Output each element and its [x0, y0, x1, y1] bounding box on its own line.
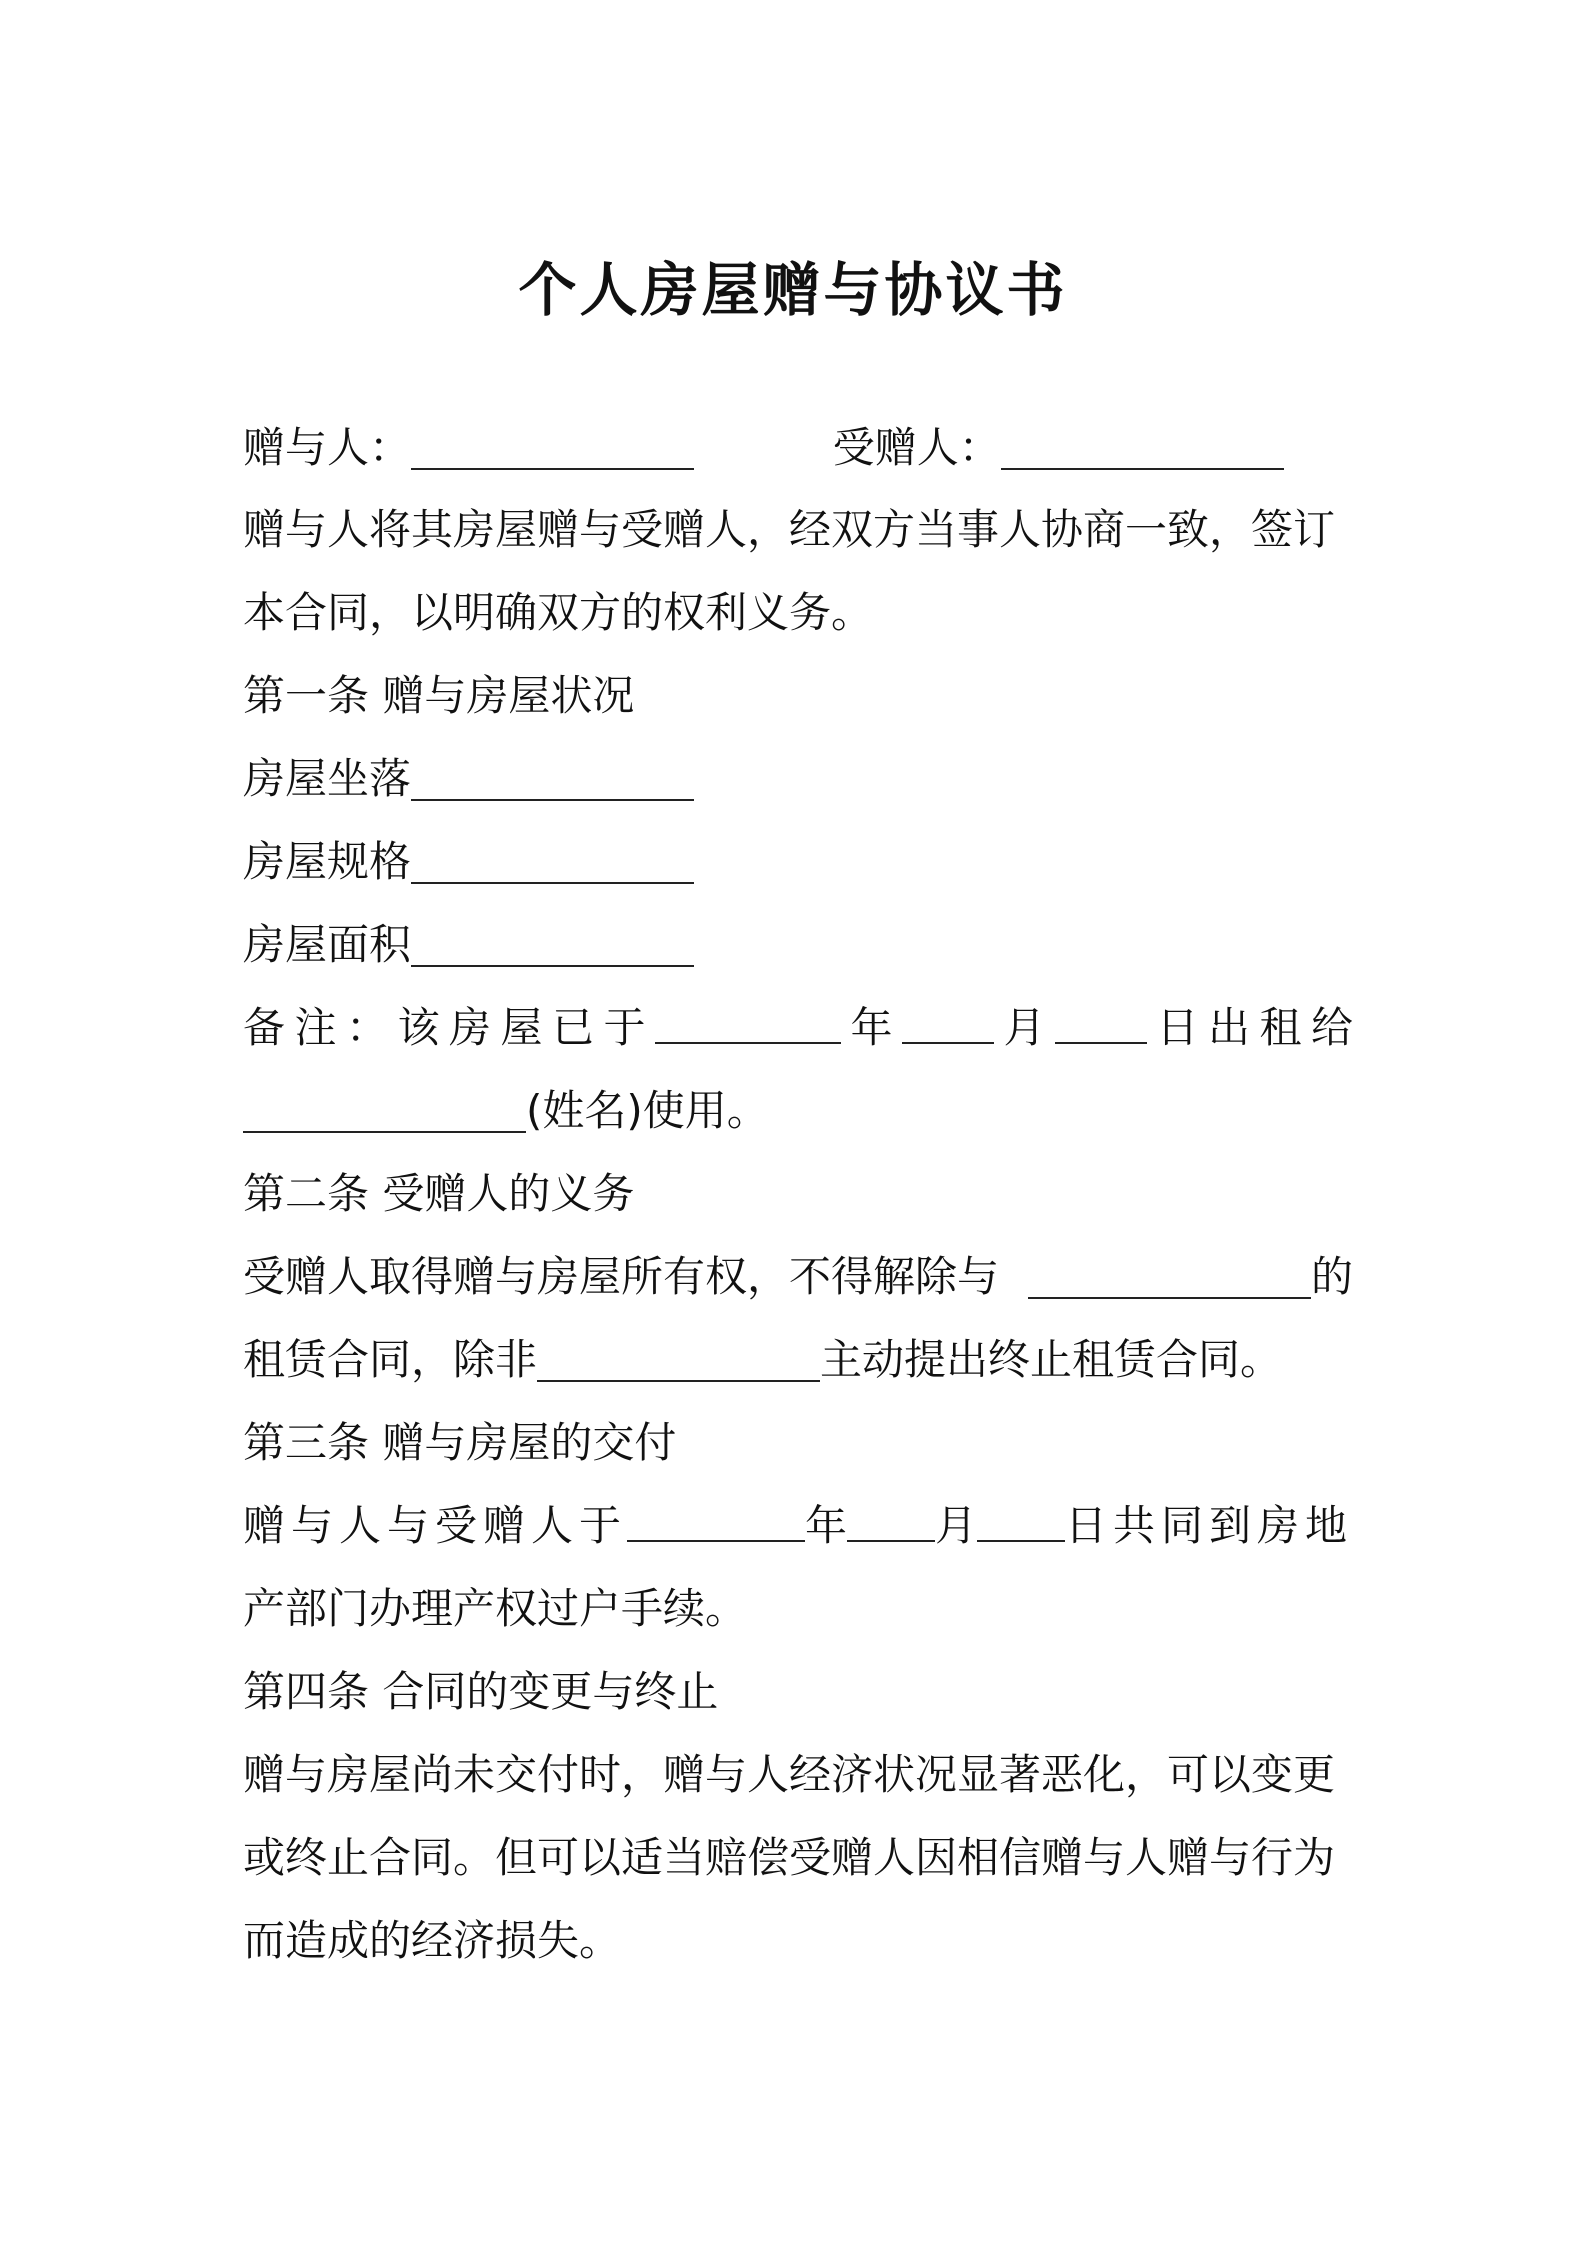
house-area-field [243, 915, 1353, 975]
remark-char: 日 [1156, 1003, 1199, 1052]
article-2-line-1-prefix: 受赠人取得赠与房屋所有权，不得解除与 [243, 1252, 1000, 1301]
transfer-day-blank [977, 1496, 1065, 1542]
article-1-heading: 第一条 赠与房屋状况 [243, 671, 635, 720]
article-2-heading: 第二条 受赠人的义务 [243, 1169, 635, 1218]
donee-field [833, 418, 1284, 478]
terminating-party-blank [537, 1336, 820, 1382]
donor-blank [411, 424, 694, 470]
article-3-heading: 第三条 赠与房屋的交付 [243, 1418, 677, 1467]
transfer-month-label: 月 [934, 1501, 977, 1550]
article-3-line-1-prefix: 赠与人与受赠人于 [243, 1501, 628, 1550]
remark-char: 房 [449, 1003, 492, 1052]
house-area-blank [411, 921, 694, 967]
remark-line-2 [243, 1081, 1353, 1141]
lessee-blank [1028, 1253, 1311, 1299]
transfer-year-label: 年 [804, 1501, 847, 1550]
remark-year-blank [655, 998, 841, 1044]
parties-line [243, 418, 1353, 478]
transfer-month-blank [847, 1496, 935, 1542]
article-3-line-1 [243, 1496, 1353, 1556]
remark-char: 备 [243, 1003, 286, 1052]
article-2-line-2-suffix: 主动提出终止租赁合同。 [820, 1335, 1283, 1384]
house-area-label: 房屋面积 [243, 920, 412, 969]
house-location-blank [411, 755, 694, 801]
remark-char: 注 [294, 1003, 337, 1052]
remark-line-2-suffix: (姓名)使用。 [526, 1086, 769, 1135]
article-2-line-2-prefix: 租赁合同，除非 [243, 1335, 538, 1384]
donee-label: 受赠人： [832, 423, 1001, 472]
remark-char: 屋 [500, 1003, 543, 1052]
remark-char: 于 [603, 1003, 646, 1052]
remark-char: 租 [1259, 1003, 1302, 1052]
article-3-line-1-suffix: 日共同到房地 [1064, 1501, 1353, 1550]
remark-year-label: 年 [850, 1003, 893, 1052]
remark-month-label: 月 [1003, 1003, 1046, 1052]
remark-char: ： [346, 1003, 389, 1052]
article-4-line-2: 或终止合同。但可以适当赔偿受赠人因相信赠与人赠与行为 [243, 1833, 1336, 1882]
article-3-line-2: 产部门办理产权过户手续。 [243, 1584, 748, 1633]
remark-char: 该 [397, 1003, 440, 1052]
remark-line-1 [243, 998, 1353, 1058]
remark-char: 出 [1207, 1003, 1250, 1052]
remark-char: 给 [1310, 1003, 1353, 1052]
article-2-line-1 [243, 1247, 1353, 1307]
remark-day-blank [1055, 998, 1147, 1044]
article-2-line-1-suffix: 的 [1310, 1252, 1353, 1301]
donor-field [243, 418, 694, 478]
house-spec-field [243, 832, 1353, 892]
tenant-name-blank [243, 1087, 526, 1133]
remark-month-blank [902, 998, 994, 1044]
donor-label: 赠与人： [243, 423, 412, 472]
house-spec-label: 房屋规格 [243, 837, 412, 886]
intro-line-2: 本合同，以明确双方的权利义务。 [243, 588, 874, 637]
house-location-label: 房屋坐落 [243, 754, 412, 803]
article-4-heading: 第四条 合同的变更与终止 [243, 1667, 719, 1716]
donee-blank [1001, 424, 1284, 470]
document-title: 个人房屋赠与协议书 [518, 256, 1068, 324]
house-spec-blank [411, 838, 694, 884]
transfer-year-blank [627, 1496, 805, 1542]
house-location-field [243, 749, 1353, 809]
article-4-line-3: 而造成的经济损失。 [243, 1916, 622, 1965]
article-4-line-1: 赠与房屋尚未交付时，赠与人经济状况显著恶化，可以变更 [243, 1750, 1336, 1799]
intro-line-1: 赠与人将其房屋赠与受赠人，经双方当事人协商一致，签订 [243, 505, 1336, 554]
article-2-line-2 [243, 1330, 1353, 1390]
remark-char: 已 [552, 1003, 595, 1052]
